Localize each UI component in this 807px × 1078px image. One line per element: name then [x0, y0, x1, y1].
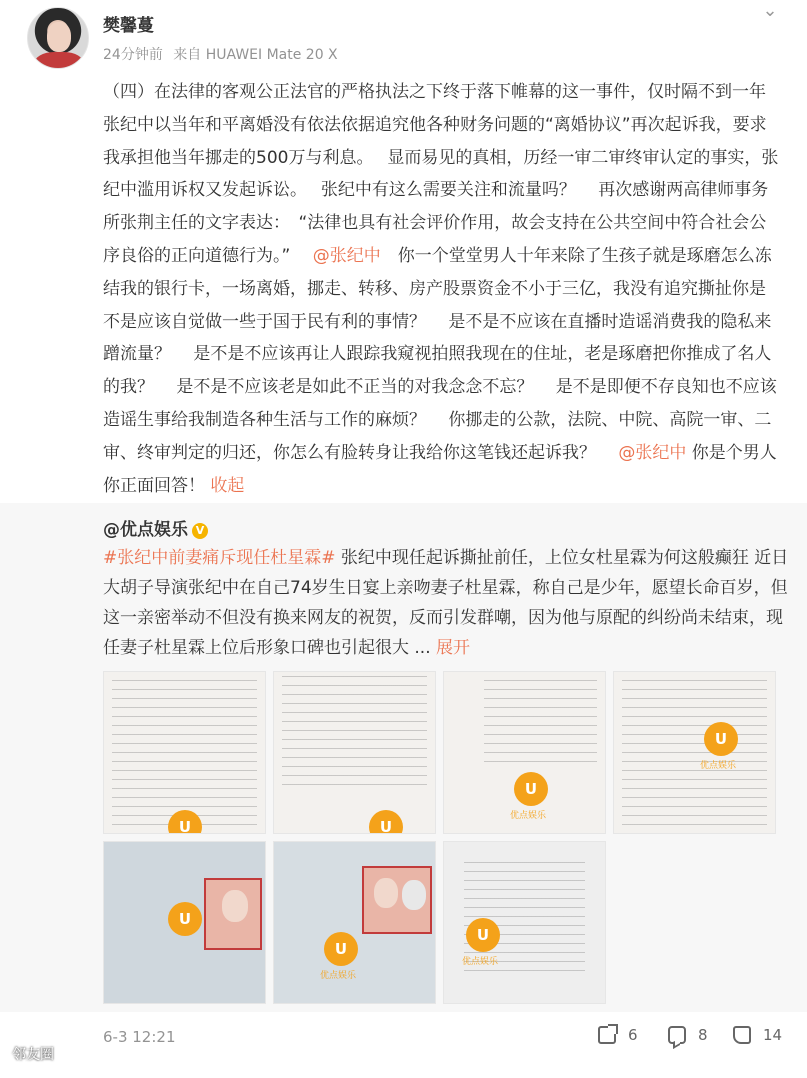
chevron-down-icon: ⌄ — [762, 0, 778, 21]
brand-logo-icon: U — [466, 918, 500, 952]
brand-logo-icon: U — [369, 810, 403, 834]
content-paragraph-3: 你是个男人你正面回答！ — [103, 442, 777, 496]
brand-logo-icon: U — [324, 932, 358, 966]
comment-count: 8 — [698, 1026, 708, 1044]
repost-image-7[interactable] — [443, 841, 606, 1004]
hashtag-link[interactable]: #张纪中前妻痛斥现任杜星霖# — [103, 548, 336, 568]
like-icon — [733, 1026, 751, 1044]
article-text-lines — [622, 680, 767, 825]
avatar-face — [47, 22, 71, 52]
repost-body: 张纪中现任起诉撕扯前任，上位女杜星霖为何这般癫狂 近日大胡子导演张纪中在自己74岁生日宴上亲吻妻子杜星霖，称自己是少年，愿望长命百岁，但这一亲密举动不但没有换来网友的祝贺，反而引发群嘲，因为他与原配的纠纷尚未结束，现任妻子杜星霖上位后形象口碑也引起很大 ... — [103, 548, 789, 658]
content-paragraph-1: （四）在法律的客观公正法官的严格执法之下终于落下帷幕的这一事件，仅时隔不到一年张纪中以当年和平离婚没有依法依据追究他各种财务问题的“离婚协议”再次起诉我，要求我承担他当年挪走的500万与利息。 显而易见的真相，历经一审二审终审认定的事实，张纪中滥用诉权又发起诉讼。 张纪中有这么需要关注和流量吗？ 再次感谢两高律师事务所张荆主任的文字表达： “法律也具有社会评价作用，故会支持在公共空间中符合社会公序良俗的正向道德行为。” — [103, 82, 779, 266]
repost-image-1[interactable] — [103, 671, 266, 834]
comment-icon — [668, 1026, 686, 1044]
content-paragraph-2: 你一个堂堂男人十年来除了生孩子就是琢磨怎么冻结我的银行卡，一场离婚，挪走、转移、房产股票资金不小于三亿，我没有追究撕扯你是不是应该自觉做一些于国于民有利的事情？ 是不是不应该在直播时造谣消费我的隐私来蹭流量？ 是不是不应该再让人跟踪我窥视拍照我现在的住址，老是琢磨把你推成了名人的我？ 是不是不应该老是如此不正当的对我念念不忘？ 是不是即便不存良知也不应该造谣生事给我制造各种生活与工作的麻烦？ 你挪走的公款，法院、中院、高院一审、二审、终审判定的归还，你怎么有脸转身让我给你这笔钱还起诉我？ — [103, 245, 777, 463]
repost-card[interactable] — [0, 503, 807, 1012]
post-timestamp: 6-3 12:21 — [103, 1028, 176, 1046]
chat-text-lines — [282, 676, 427, 793]
repost-image-2[interactable] — [273, 671, 436, 834]
brand-logo-text: 优点娱乐 — [462, 957, 499, 967]
share-button[interactable] — [598, 1026, 638, 1044]
repost-image-3[interactable] — [443, 671, 606, 834]
mention-link-2[interactable]: @张纪中 — [618, 442, 687, 463]
chat-text-lines — [484, 680, 597, 763]
avatar[interactable] — [27, 7, 89, 69]
repost-author[interactable] — [103, 515, 208, 540]
repost-image-4[interactable] — [613, 671, 776, 834]
watermark: 邻友圈 — [12, 1047, 54, 1063]
more-options-button[interactable] — [760, 0, 780, 20]
share-icon — [598, 1026, 616, 1044]
id-photo-face — [374, 878, 398, 908]
repost-image-6[interactable] — [273, 841, 436, 1004]
brand-logo-text: 优点娱乐 — [320, 971, 357, 981]
like-button[interactable] — [733, 1026, 782, 1044]
brand-logo-text: 优点娱乐 — [700, 761, 737, 771]
avatar-shirt — [34, 52, 84, 69]
collapse-link[interactable]: 收起 — [210, 475, 245, 496]
brand-logo-icon: U — [704, 722, 738, 756]
id-photo-face-2 — [402, 880, 426, 910]
post-content — [103, 76, 779, 502]
verified-badge-icon: V — [192, 523, 208, 539]
id-photo — [204, 878, 262, 950]
document-text-lines — [112, 680, 257, 825]
like-count: 14 — [763, 1026, 783, 1044]
brand-logo-icon: U — [168, 902, 202, 936]
expand-link[interactable]: 展开 — [436, 638, 471, 658]
brand-logo-icon: U — [168, 810, 202, 834]
brand-logo-text: 优点娱乐 — [510, 811, 547, 821]
repost-text — [103, 543, 789, 663]
username[interactable]: 樊馨蔓 — [103, 16, 154, 36]
repost-author-name[interactable]: @优点娱乐 — [103, 520, 188, 540]
time-ago: 24分钟前 — [103, 47, 163, 63]
post-meta — [103, 44, 344, 64]
comment-button[interactable] — [668, 1026, 708, 1044]
id-photo-face — [222, 890, 248, 922]
share-count: 6 — [628, 1026, 638, 1044]
id-photo — [362, 866, 432, 934]
brand-logo-icon: U — [514, 772, 548, 806]
repost-image-5[interactable] — [103, 841, 266, 1004]
post-source: 来自 HUAWEI Mate 20 X — [173, 47, 338, 63]
mention-link-1[interactable]: @张纪中 — [312, 245, 381, 266]
